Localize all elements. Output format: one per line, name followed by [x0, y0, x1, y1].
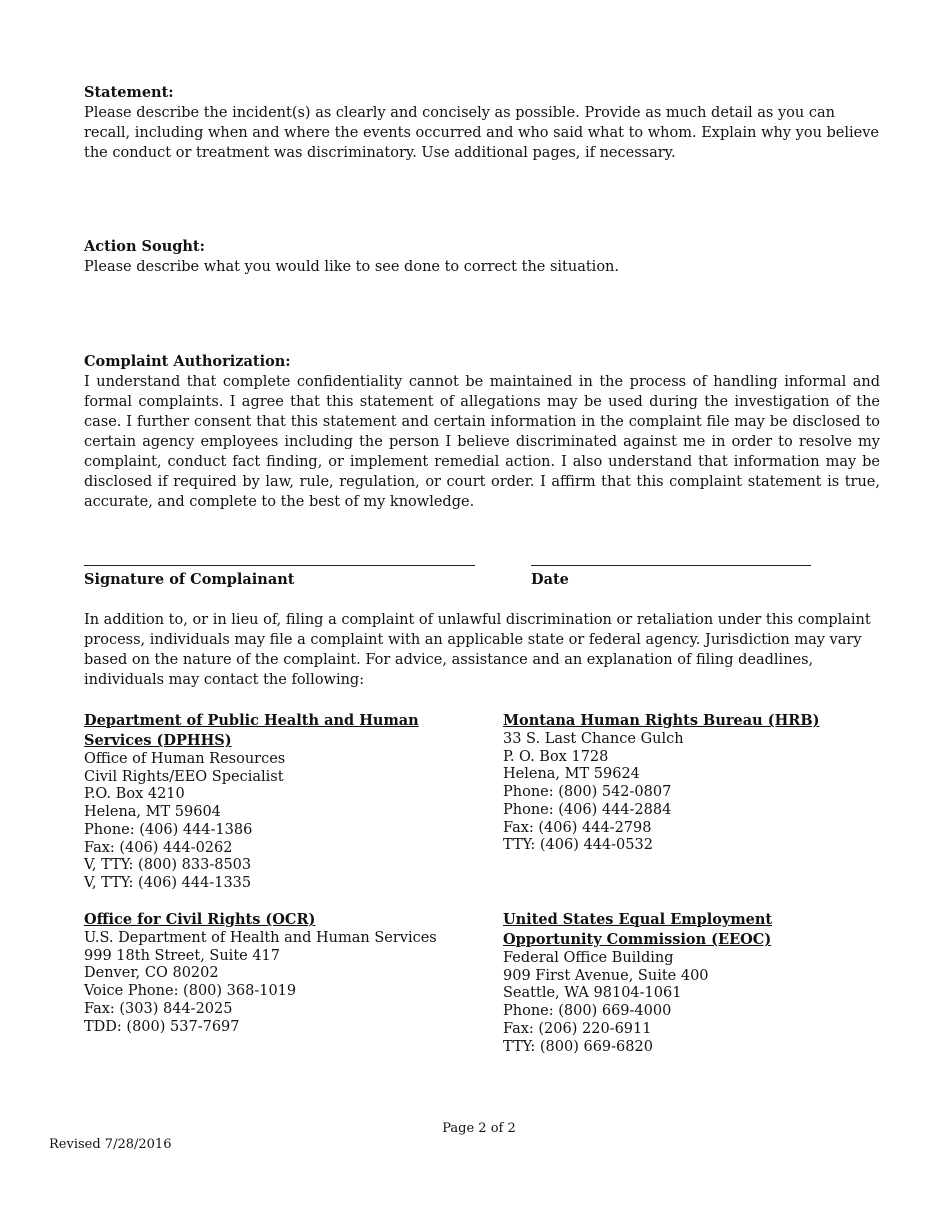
agency-ocr	[84, 910, 444, 1036]
action-sought-section	[84, 237, 880, 277]
agency-line: Fax: (406) 444-2798	[503, 819, 652, 836]
agency-line: Fax: (303) 844-2025	[84, 1000, 233, 1017]
agency-line: Phone: (800) 669-4000	[503, 1003, 672, 1020]
agency-line: V, TTY: (800) 833-8503	[84, 857, 252, 874]
agency-line: Phone: (406) 444-2884	[503, 801, 672, 818]
action-sought-heading: Action Sought:	[84, 238, 205, 255]
agency-line: Civil Rights/EEO Specialist	[84, 768, 284, 785]
agency-line: P. O. Box 1728	[503, 748, 609, 765]
agency-name: United States Equal Employment Opportunity Commission (EEOC)	[503, 911, 773, 948]
revision-date: Revised 7/28/2016	[49, 1137, 172, 1152]
signature-label: Signature of Complainant	[84, 571, 295, 588]
agency-name: Office for Civil Rights (OCR)	[84, 911, 316, 928]
signature-line	[84, 565, 475, 566]
agency-line: Federal Office Building	[503, 950, 674, 966]
agency-line: 999 18th Street, Suite 417	[84, 947, 281, 964]
agency-line: 909 First Avenue, Suite 400	[503, 967, 709, 984]
agency-line: Phone: (406) 444-1386	[84, 821, 253, 838]
agency-eeoc	[503, 910, 803, 1056]
agency-line: Denver, CO 80202	[84, 965, 219, 982]
agency-name: Department of Public Health and Human Services (DPHHS)	[84, 712, 419, 749]
agency-line: Fax: (206) 220-6911	[503, 1020, 652, 1037]
additional-options-section	[84, 610, 880, 690]
agency-name: Montana Human Rights Bureau (HRB)	[503, 712, 820, 729]
complaint-authorization-section	[84, 352, 880, 512]
agency-line: Fax: (406) 444-0262	[84, 839, 233, 856]
date-line	[531, 565, 811, 566]
date-label: Date	[531, 571, 569, 588]
agency-line: Voice Phone: (800) 368-1019	[84, 983, 297, 1000]
agency-line: Helena, MT 59604	[84, 804, 221, 821]
agency-line: V, TTY: (406) 444-1335	[84, 874, 252, 891]
additional-options-text: In addition to, or in lieu of, filing a complaint of unlawful discrimination or retaliation under this complaint process, individuals may file a complaint with an applicable state or federal agency. Jurisdiction may vary based on the nature of the complaint. For advice, assistance and an explanation of filing deadlines, individuals may contact the following:	[84, 612, 871, 688]
page-number: Page 2 of 2	[442, 1121, 516, 1136]
agency-line: Seattle, WA 98104-1061	[503, 985, 682, 1002]
agency-line: TDD: (800) 537-7697	[84, 1018, 240, 1035]
agency-dphhs	[84, 711, 429, 893]
agency-line: TTY: (406) 444-0532	[503, 837, 653, 854]
authorization-heading: Complaint Authorization:	[84, 353, 291, 370]
agency-line: U.S. Department of Health and Human Services	[84, 930, 437, 946]
agency-line: 33 S. Last Chance Gulch	[503, 731, 684, 747]
action-sought-instructions: Please describe what you would like to see done to correct the situation.	[84, 259, 619, 275]
agency-hrb	[503, 711, 863, 855]
authorization-text: I understand that complete confidentiality cannot be maintained in the process of handling informal and formal complaints. I agree that this statement of allegations may be used during the investigation of the case. I further consent that this statement and certain information in the complaint file may be disclosed to certain agency employees including the person I believe discriminated against me in order to resolve my complaint, conduct fact finding, or implement remedial action. I also understand that information may be disclosed if required by law, rule, regulation, or court order. I affirm that this complaint statement is true, accurate, and complete to the best of my knowledge.	[84, 374, 880, 510]
agency-line: Phone: (800) 542-0807	[503, 784, 672, 801]
agency-line: Office of Human Resources	[84, 751, 286, 767]
statement-heading: Statement:	[84, 84, 174, 101]
statement-instructions: Please describe the incident(s) as clearly and concisely as possible. Provide as much detail as you can recall, including when and where the events occurred and who said what to whom. Explain why you believe the conduct or treatment was discriminatory. Use additional pages, if necessary.	[84, 105, 880, 161]
agency-line: Helena, MT 59624	[503, 766, 640, 783]
agency-line: P.O. Box 4210	[84, 786, 185, 803]
statement-section	[84, 83, 880, 163]
agency-line: TTY: (800) 669-6820	[503, 1038, 653, 1055]
